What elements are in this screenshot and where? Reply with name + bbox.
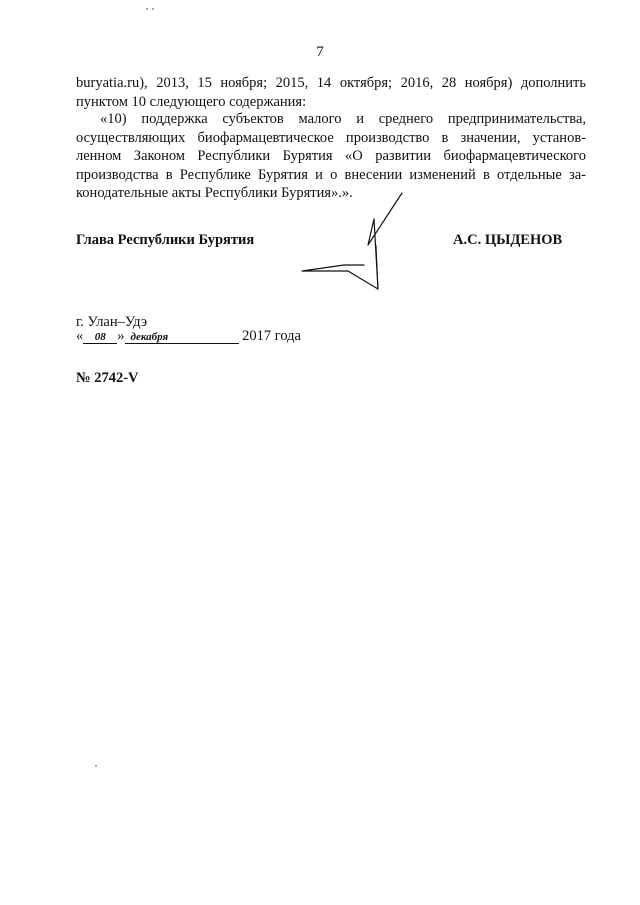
- date-year: 2017 года: [242, 328, 301, 344]
- signatory-name: А.С. ЦЫДЕНОВ: [453, 232, 563, 248]
- scan-speck: [95, 765, 97, 767]
- city-line: г. Улан–Удэ: [76, 314, 148, 330]
- signatory-title: Глава Республики Бурятия: [76, 232, 255, 248]
- intro-paragraph: [76, 74, 586, 111]
- amendment-line: производства в Республике Бурятия и о внесении изменений в отдельные за-: [76, 166, 586, 183]
- intro-line-1: buryatia.ru), 2013, 15 ноября; 2015, 14 октября; 2016, 28 ноября) дополнить: [76, 75, 586, 91]
- page-number: 7: [316, 44, 324, 60]
- handwritten-signature: [290, 185, 420, 305]
- amendment-line: ленном Законом Республики Бурятия «О развитии биофармацевтического: [76, 148, 586, 164]
- amendment-line: «10) поддержка субъектов малого и среднего предпринимательства,: [100, 111, 586, 127]
- scan-speck: [146, 8, 148, 10]
- date-line: [76, 328, 301, 345]
- intro-line-2: пунктом 10 следующего содержания:: [76, 93, 307, 110]
- amendment-line: конодательные акты Республики Бурятия».».: [76, 185, 353, 201]
- amendment-line: осуществляющих биофармацевтическое производство в значении, установ-: [76, 129, 586, 146]
- document-number: № 2742-V: [76, 370, 139, 386]
- scan-speck: [152, 8, 154, 10]
- date-day: 08: [83, 331, 117, 344]
- date-close-quote: »: [117, 328, 125, 344]
- date-open-quote: «: [76, 328, 84, 344]
- date-month: декабря: [125, 331, 239, 344]
